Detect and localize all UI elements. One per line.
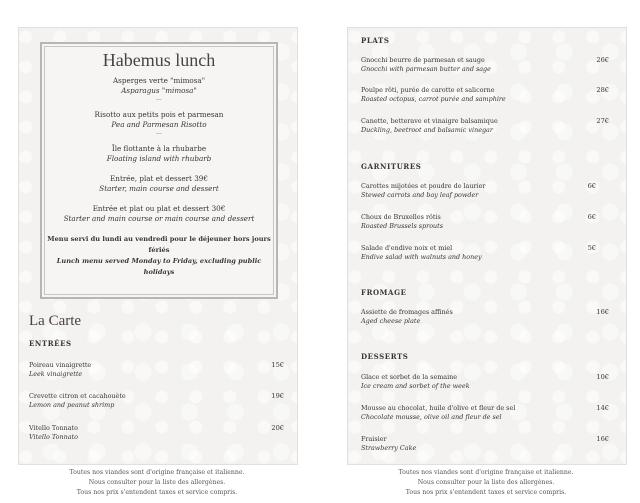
menu-item	[361, 404, 609, 422]
formula-2-en: Starter and main course or main course and dessert	[63, 214, 255, 223]
item-name-en: Gnocchi with parmesan butter and sage	[361, 65, 491, 73]
menu-item	[361, 373, 609, 391]
divider: —	[156, 130, 162, 137]
footer-line: Nous consulter pour la liste des allergènes.	[417, 479, 555, 486]
item-name-fr: Salade d'endive noix et miel	[361, 244, 453, 252]
menu-item	[361, 213, 609, 231]
menu-item	[29, 392, 284, 410]
menu-item	[29, 424, 284, 442]
item-name-fr: Carottes mijotées et poudre de laurier	[361, 182, 486, 190]
footer-line: Toutes nos viandes sont d'origine française et italienne.	[69, 469, 245, 476]
item-price: 5€	[587, 244, 596, 252]
item-name-fr: Choux de Bruxelles rôtis	[361, 213, 441, 221]
item-price: 16€	[596, 308, 609, 316]
item-price: 6€	[587, 213, 596, 221]
item-price: 27€	[596, 117, 609, 125]
lunch-dish-1-fr: Asperges verte "mimosa"	[112, 76, 206, 85]
footer-left	[17, 468, 297, 498]
item-name-en: Aged cheese plate	[361, 317, 421, 325]
item-name-en: Duckling, beetroot and balsamic vinegar	[361, 126, 493, 134]
item-name-en: Leek vinaigrette	[29, 370, 83, 378]
carte-title: La Carte	[29, 313, 82, 329]
section-heading-entrees: ENTRÉES	[29, 339, 72, 348]
item-name-en: Endive salad with walnuts and honey	[361, 253, 482, 261]
formula-2-fr: Entrée et plat ou plat et dessert 30€	[92, 204, 226, 213]
item-name-fr: Canette, betterave et vinaigre balsamique	[361, 117, 498, 125]
menu-item	[361, 308, 609, 326]
menu-item	[361, 86, 609, 104]
lunch-title: Habemus lunch	[102, 50, 216, 70]
lunch-dish-3-fr: Île flottante à la rhubarbe	[111, 144, 207, 153]
formula-1-fr: Entrée, plat et dessert 39€	[110, 174, 208, 183]
item-name-en: Lemon and peanut shrimp	[29, 401, 115, 409]
lunch-menu-box	[40, 42, 278, 299]
formula-1-en: Starter, main course and dessert	[99, 184, 219, 193]
footer-line: Nous consulter pour la liste des allergènes.	[88, 479, 226, 486]
section-heading-plats: PLATS	[361, 36, 390, 45]
menu-item	[361, 182, 609, 200]
item-price: 28€	[596, 86, 609, 94]
item-price: 19€	[271, 392, 284, 400]
item-name-en: Roasted octopus, carrot purée and samphire	[361, 95, 506, 103]
footer-line: Toutes nos viandes sont d'origine française et italienne.	[398, 469, 574, 476]
item-price: 20€	[271, 424, 284, 432]
item-name-en: Stewed carrots and bay leaf powder	[361, 191, 479, 199]
menu-page-right	[347, 27, 627, 465]
item-name-fr: Crevette citron et cacahouète	[29, 392, 126, 400]
lunch-dish-3-en: Floating island with rhubarb	[106, 154, 212, 163]
item-name-fr: Glace et sorbet de la semaine	[361, 373, 458, 381]
menu-item	[361, 117, 609, 135]
lunch-note-en: Lunch menu served Monday to Friday, excluding public holidays	[56, 257, 262, 276]
menu-item	[361, 244, 609, 262]
menu-item	[361, 435, 609, 453]
item-name-en: Vitello Tonnato	[29, 433, 78, 441]
menu-item	[361, 56, 609, 74]
lunch-dish-2-fr: Risotto aux petits pois et parmesan	[94, 110, 224, 119]
item-price: 26€	[596, 56, 609, 64]
item-price: 6€	[587, 182, 596, 190]
footer-line: Tous nos prix s'entendent taxes et service compris.	[405, 489, 567, 496]
item-name-fr: Vitello Tonnato	[29, 424, 78, 432]
section-heading-garnitures: GARNITURES	[361, 162, 422, 171]
item-name-fr: Assiette de fromages affinés	[361, 308, 453, 316]
item-price: 16€	[596, 435, 609, 443]
item-name-en: Ice cream and sorbet of the week	[361, 382, 470, 390]
lunch-dish-1-en: Asparagus "mimosa"	[121, 86, 197, 95]
item-price: 15€	[271, 361, 284, 369]
item-name-fr: Fraisier	[361, 435, 387, 443]
menu-page-left	[18, 27, 298, 465]
section-heading-desserts: DESSERTS	[361, 352, 409, 361]
footer-right	[346, 468, 626, 498]
item-price: 14€	[596, 404, 609, 412]
item-name-fr: Mousse au chocolat, huile d'olive et fleur de sel	[361, 404, 516, 412]
item-name-en: Strawberry Cake	[361, 444, 417, 452]
item-name-fr: Gnocchi beurre de parmesan et sauge	[361, 56, 485, 64]
item-name-en: Chocolate mousse, olive oil and fleur de sel	[361, 413, 502, 421]
divider: —	[156, 96, 162, 103]
section-heading-fromage: FROMAGE	[361, 288, 407, 297]
item-name-en: Roasted Brussels sprouts	[361, 222, 444, 230]
menu-item	[29, 361, 284, 379]
item-name-fr: Poireau vinaigrette	[29, 361, 92, 369]
lunch-dish-2-en: Pea and Parmesan Risotto	[111, 120, 207, 129]
item-price: 10€	[596, 373, 609, 381]
item-name-fr: Poulpe rôti, purée de carotte et salicorne	[361, 86, 495, 94]
lunch-note-fr: Menu servi du lundi au vendredi pour le déjeuner hors jours fériés	[47, 235, 271, 254]
footer-line: Tous nos prix s'entendent taxes et service compris.	[76, 489, 238, 496]
